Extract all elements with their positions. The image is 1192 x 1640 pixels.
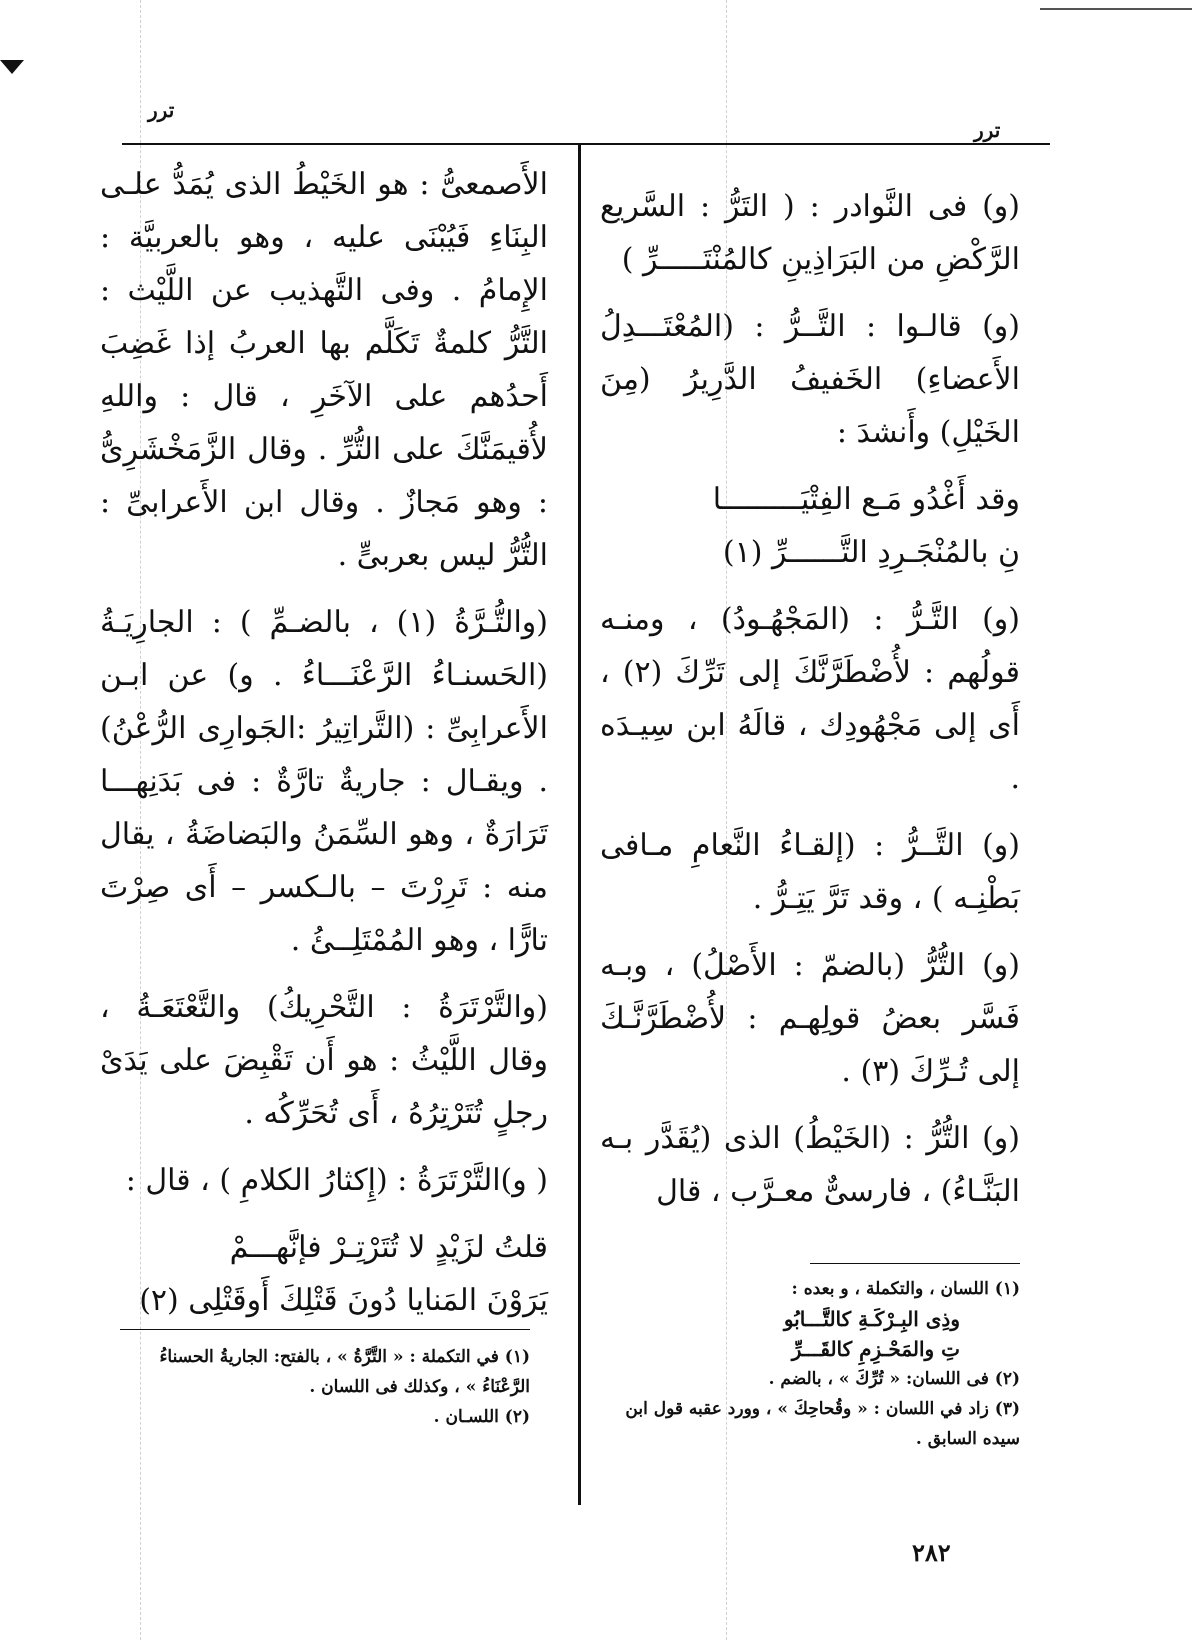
header-rule [122,143,1050,145]
footnote: (٣) زاد في اللسان : « وقُحاحِكَ » ، وورد عقبه قول ابن سيده السابق . [625,1399,1020,1449]
verse-line: نِ بالمُنْجَـرِدِ التَّــــــرِّ (١) [722,535,1020,570]
footnote: (١) اللسان ، والتكملة ، و بعده : [791,1279,1020,1299]
entry-paragraph: (و) التُّرُّ : (الخَيْطُ) الذى (يُقَدَّر بـه البَنَّـاءُ) ، فارسىٌّ معـرَّب ، قال [600,1121,1020,1209]
footnote: (٢) اللسـان . [433,1407,530,1427]
footnote: (٢) فى اللسان: « تُرِّكَ » ، بالضم . [768,1369,1020,1389]
right-footnotes [600,1274,1020,1454]
entry-paragraph: الأَصمعىُّ : هو الخَيْطُ الذى يُمَدُّ علـى البِنَاءِ فَيُبْنَى عليه ، وهو بالعربيَّة : الإِمامُ . وفى التَّهذيب عن اللَّيْث : التَّرُّ كلمةٌ تَكَلَّم بها العربُ إذا غَضِبَ أَحدُهم على الآخَرِ ، قال : واللهِ لأُقيمَنَّكَ على التُّرِّ . وقال الزَّمَخْشَرِىُّ : وهو مَجازٌ . وقال ابن الأَعرابىِّ : التُّرُّ ليس بعربىٍّ . [100,167,548,573]
entry-paragraph: (و) التَّـرُّ : (المَجْهُـودُ) ، ومنـه قولُهم : لأُضْطَرَّنَّكَ إلى تَرِّكَ (٢) ، أَى إلى مَجْهُودِك ، قالَهُ ابن سِيـدَه . [600,602,1020,796]
footnote: (١) في التكملة : « التَّرَّةُ » ، بالفتح: الجاريةُ الحسناءُ الرَّعْنَاءُ » ، وكذلك فى اللسان . [159,1347,530,1397]
left-column [100,158,548,1341]
footnote-verse: تِ والمَحْـزِمِ كالقَـــرِّ [791,1337,960,1361]
entry-paragraph: (و) التَّــرُّ : (إلقـاءُ النَّعامِ مـافى بَطْنِـه ) ، وقد تَرَّ يَتِـرُّ . [600,828,1020,916]
running-head-left: ترر [148,98,175,122]
verse-line: قلتُ لزَيْدٍ لا تُتَرْتِـرْ فإنَّهـــمْ [229,1230,548,1265]
running-head-right: ترر [974,118,1001,142]
entry-paragraph: (و) قالـوا : التَّــرُّ : (المُعْتَـــدِلُ الأَعضاءِ) الخَفيفُ الدَّرِيرُ (مِنَ الخَيْلِ) وأَنشدَ : [600,309,1020,450]
entry-paragraph: (و) التُّرُّ (بالضمّ : الأَصْلُ) ، وبـه فَسَّر بعضُ قولِهـم : لأُضْطَرَّنَّـكَ إلى تُـرِّكَ (٣) . [600,948,1020,1089]
footnote-rule [810,1263,1020,1264]
entry-paragraph: (والتُّـرَّةُ (١) ، بالضـمِّ ) : الجارِيَـةُ (الحَسنـاءُ الرَّعْنَـــاءُ . و) عن ابـن الأَعرابِىِّ : (التَّراتِيرُ :الجَوارِى الرُّعْنُ) . ويقـال : جاريةٌ تارَّةٌ : فى بَدَنِهـــا تَرَارَةٌ ، وهو السِّمَنُ والبَضاضَةُ ، يقال منه : تَرِرْتَ – بالـكسر – أَى صِرْتَ تارًّا ، وهو المُمْتَلِــئُ . [100,605,548,958]
left-footnotes [110,1342,530,1432]
footnote-verse: وذِى البِـرْكَـةِ كالتَّـــابُو [783,1307,960,1331]
verse-line: وقد أَغْدُو مَـع الفِتْيَـــــــــا [712,482,1020,517]
scan-edge-line [1040,8,1192,10]
column-divider [578,145,581,1505]
entry-paragraph: ( و)التَّرْتَرَةُ : (إِكثارُ الكلامِ ) ، قال : [125,1163,548,1198]
verse-line: يَرَوْنَ المَنايا دُونَ قَتْلِكَ أَوقَتْلِى (٢) [139,1283,548,1318]
corner-mark-icon [0,60,24,74]
footnote-rule [120,1329,530,1330]
right-column [600,180,1020,1232]
page-number: ٢٨٢ [912,1538,951,1567]
entry-paragraph: (و) فى النَّوادر : ( التَرُّ : السَّريع الرَّكْضِ من البَرَاذِينِ كالمُنْتَـــــرِّ ) [600,189,1020,277]
entry-paragraph: (والتَّرْتَرَةُ : التَّحْرِيكُ) والتَّعْتَعَـةُ ، وقال اللَّيْثُ : هو أَن تَقْبِضَ على يَدَىْ رجلٍ تُتَرْتِرُهُ ، أَى تُحَرِّكُه . [100,990,548,1131]
